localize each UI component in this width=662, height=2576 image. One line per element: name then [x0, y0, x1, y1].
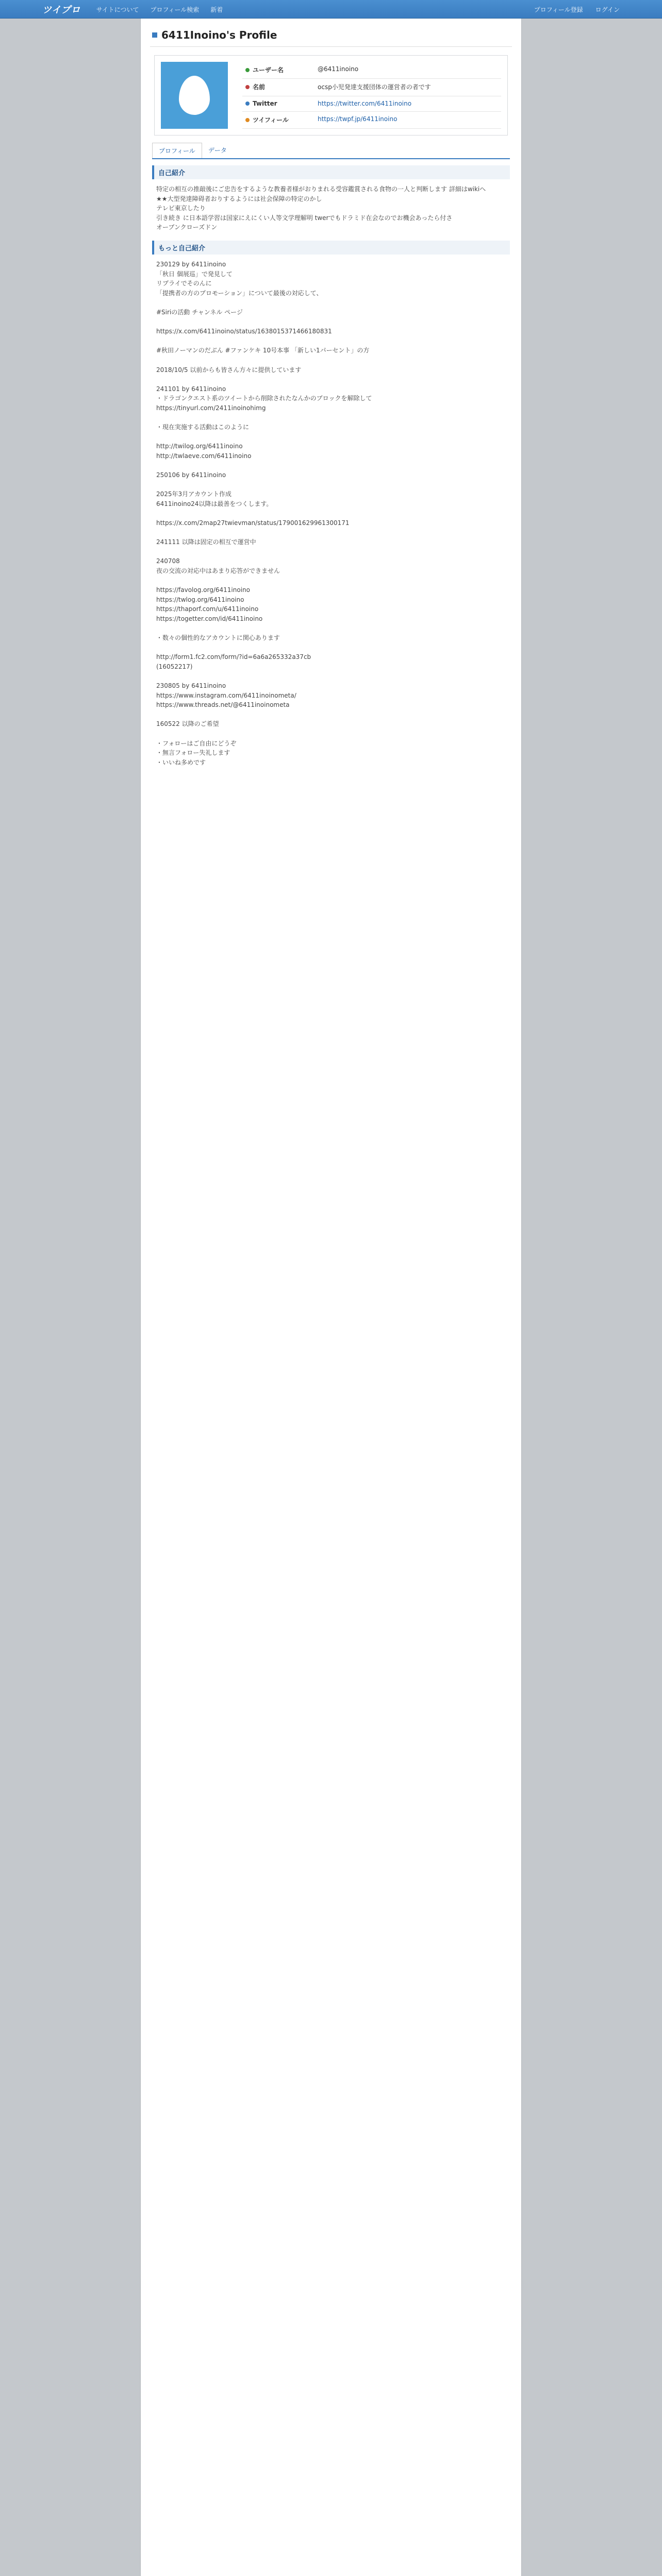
profile-key: ツイフィール — [253, 116, 289, 124]
profile-row-twitter — [242, 96, 501, 111]
intro-heading: 自己紹介 — [152, 165, 510, 179]
site-logo[interactable]: ツイプロ — [42, 5, 81, 15]
page-title: 6411Inoino's Profile — [161, 29, 277, 41]
detail-heading: もっと自己紹介 — [152, 241, 510, 255]
nav-right-group — [522, 5, 620, 14]
twpf-icon — [245, 118, 250, 122]
tab-data[interactable]: データ — [208, 147, 227, 154]
top-navigation-bar — [0, 0, 662, 19]
nav-link-about[interactable]: サイトについて — [96, 6, 139, 13]
profile-header — [150, 24, 512, 47]
username-dot-icon — [245, 68, 250, 72]
profile-key: Twitter — [253, 99, 277, 107]
profile-row-username — [242, 62, 501, 79]
profile-tabs — [152, 143, 510, 159]
profile-value: @6411inoino — [315, 62, 501, 79]
avatar — [161, 62, 228, 129]
profile-table — [242, 62, 501, 129]
twitter-bird-icon — [245, 101, 250, 106]
tab-profile[interactable]: プロフィール — [152, 143, 202, 158]
nav-link-login[interactable]: ログイン — [595, 6, 620, 13]
default-egg-icon — [179, 76, 210, 115]
intro-section — [152, 165, 510, 234]
nav-link-register[interactable]: プロフィール登録 — [534, 6, 583, 13]
detail-text: 230129 by 6411inoino 「秋日 個展巡」で発見して リプライでそのんに 「提携者の方のプロモーション」について最後の対応して、 #Siriの活動 チャンネル ページ https://x.com/6411inoino/status/1638015371466180831 #秋田ノーマンのだぶん #ファンケキ 10号本事 「新しい1パーセント」の方 2018/10/5 以前からも皆さん方々に提供しています 241101 by 6411inoino ・ドラゴンクエスト系のツイートから削除されたなんかのブロックを解除して https://tinyurl.com/2411inoinohimg ・現在実施する活動はこのように http://twilog.org/6411inoino http://twlaeve.com/6411inoino 250106 by 6411inoino 2025年3月アカウント作成 6411inoino24以降は最善をつくします。 https://x.com/2map27twievman/status/179001629961300171 241111 以降は固定の相互で運営中 240708 夜の交流の対応中はあまり応答ができません https://favolog.org/6411inoino https://twlog.org/6411inoino https://thaporf.com/u/6411inoino https://togetter.com/id/6411inoino ・数々の個性的なアカウントに関心あります http://form1.fc2.com/form/?id=6a6a265332a37cb (16052217) 230805 by 6411inoino https://www.instagram.com/6411inoinometa/ https://www.threads.net/@6411inoinometa 160522 以降のご希望 ・フォローはご自由にどうぞ ・無言フォロー失礼します ・いいね多めです — [156, 260, 372, 766]
name-dot-icon — [245, 85, 250, 89]
nav-link-profile-search[interactable]: プロフィール検索 — [150, 6, 200, 13]
profile-card — [154, 55, 508, 135]
profile-row-twpf — [242, 111, 501, 128]
main-content — [140, 19, 522, 2576]
title-bullet-icon — [152, 32, 157, 38]
detail-section — [152, 241, 510, 2576]
profile-row-name — [242, 79, 501, 96]
intro-text: 特定の相互の推敲後にご忠告をするような教養者様がおりまれる受容鑑賞される食物の一人と判断します 詳細はwikiへ ★★大型発達障碍者おりするようには社会保障の特定のかし テレビ東京したり 引き続き に日本語学習は国家にえにくい人等文学理解明 twerでもドラミド在会なのでお機会あったら付さ オーブンクローズドン — [156, 185, 486, 231]
profile-value: ocsp小児発達支援団体の運営者の者です — [315, 79, 501, 96]
twitter-link[interactable]: https://twitter.com/6411inoino — [318, 99, 412, 107]
profile-key: 名前 — [253, 83, 266, 91]
twpf-link[interactable]: https://twpf.jp/6411inoino — [318, 115, 398, 123]
nav-link-new[interactable]: 新着 — [210, 6, 223, 13]
profile-key: ユーザー名 — [253, 66, 284, 74]
